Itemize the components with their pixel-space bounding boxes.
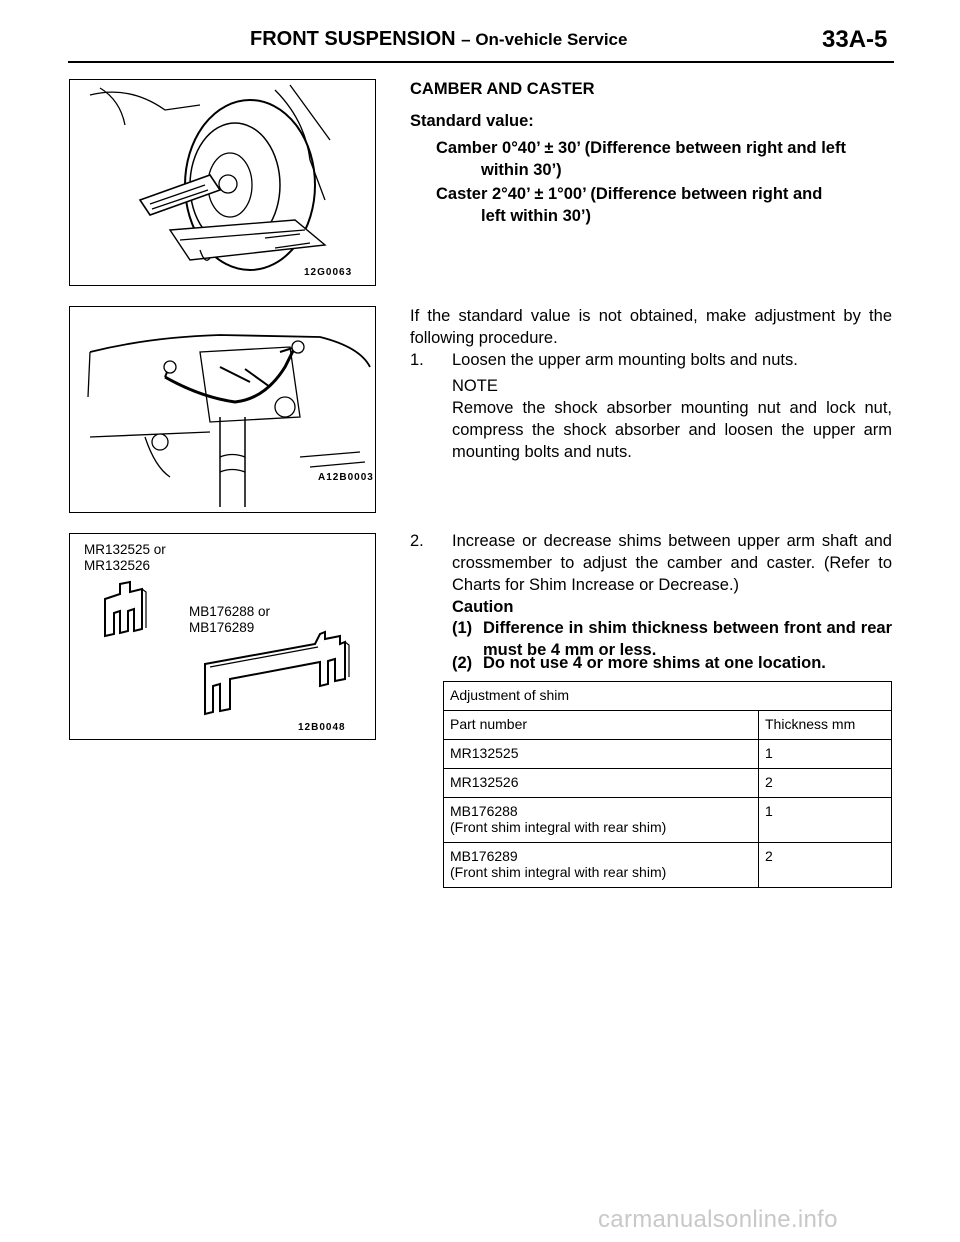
table-title: Adjustment of shim [444,682,892,711]
cell-part: MR132525 [444,740,759,769]
table-header-row [444,711,892,740]
note-label: NOTE [452,377,498,395]
cell-thickness: 2 [759,843,892,888]
shim-illustration [70,534,376,740]
figure-shims [69,533,376,740]
figure-code: 12G0063 [304,267,353,278]
table-row [444,843,892,888]
caster-spec [436,183,892,227]
cell-part [444,798,759,843]
table-row [444,740,892,769]
caster-spec-line1: Caster 2°40’ ± 1°00’ (Difference between right and [436,185,823,203]
cell-part-number: MB176288 [450,803,518,819]
caution1-number: (1) [452,619,473,637]
section-subtitle: – On-vehicle Service [461,30,628,49]
table-row [444,769,892,798]
shim-label-mr132526: MR132526 [84,558,151,573]
caution2-text: Do not use 4 or more shims at one location. [483,654,826,672]
watermark: carmanualsonline.info [598,1206,838,1233]
shim-label-mb176288: MB176288 or [189,604,271,619]
step1-text: Loosen the upper arm mounting bolts and nuts. [452,351,798,369]
step1-number: 1. [410,351,424,369]
adjustment-intro: If the standard value is not obtained, make adjustment by the following procedure. [410,307,892,347]
section-heading-camber-caster: CAMBER AND CASTER [410,80,595,98]
camber-spec [436,137,892,181]
shim-label-mr132525: MR132525 or [84,542,166,557]
table-title-row [444,682,892,711]
shim-label-mb176289: MB176289 [189,620,255,635]
header-rule [68,61,894,63]
section-title: FRONT SUSPENSION [250,28,456,50]
header-part-number: Part number [444,711,759,740]
note-text: Remove the shock absorber mounting nut and lock nut, compress the shock absorber and loosen the upper arm mounting bolts and nuts. [452,399,892,461]
header-thickness: Thickness mm [759,711,892,740]
page-number: 33A-5 [822,26,888,53]
caution-label: Caution [452,598,514,616]
caster-spec-line2: left within 30’) [481,207,592,225]
figure-wheel-alignment [69,79,376,286]
cell-thickness: 2 [759,769,892,798]
caution1-text: Difference in shim thickness between front and rear must be 4 mm or less. [483,619,892,659]
step2-text: Increase or decrease shims between upper arm shaft and crossmember to adjust the camber and caster. (Refer to Charts for Shim Increase or Decrease.) [452,532,892,594]
table-row [444,798,892,843]
step2-number: 2. [410,532,424,550]
figure-code: 12B0048 [298,722,346,733]
cell-part-note: (Front shim integral with rear shim) [450,864,667,880]
wheel-gauge-illustration [70,80,376,286]
cell-part: MR132526 [444,769,759,798]
camber-spec-line2: within 30’) [481,161,562,179]
cell-thickness: 1 [759,798,892,843]
figure-upper-arm [69,306,376,513]
standard-value-label: Standard value: [410,112,534,130]
page-title [250,28,627,51]
cell-part-note: (Front shim integral with rear shim) [450,819,667,835]
cell-part [444,843,759,888]
shim-adjustment-table [443,681,892,888]
cell-part-number: MB176289 [450,848,518,864]
camber-spec-line1: Camber 0°40’ ± 30’ (Difference between right and left [436,139,846,157]
caution2-number: (2) [452,654,473,672]
cell-thickness: 1 [759,740,892,769]
figure-code: A12B0003 [318,472,374,483]
